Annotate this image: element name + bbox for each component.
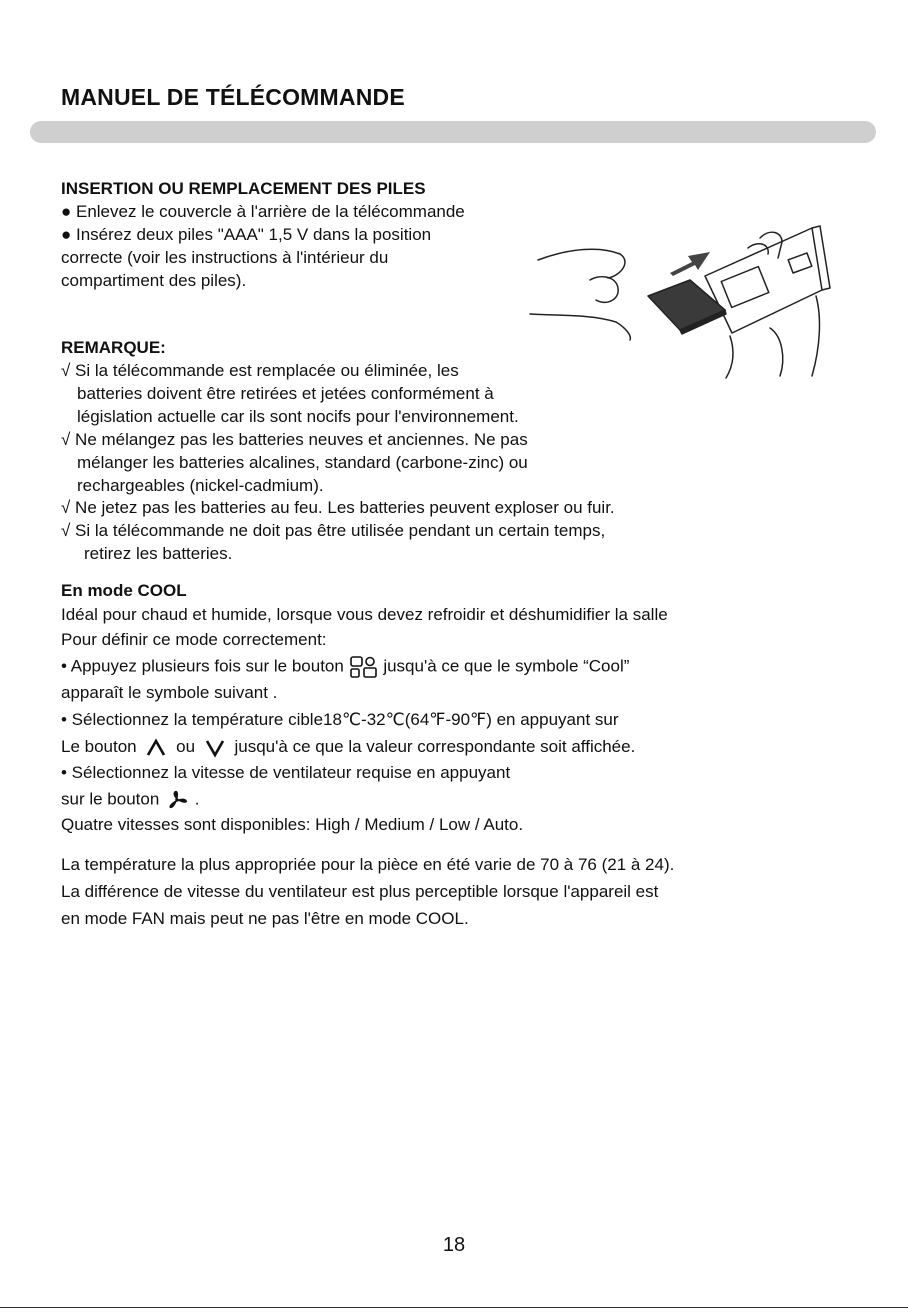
tips-line-1: La température la plus appropriée pour la pièce en été varie de 70 à 76 (21 à 24). — [61, 855, 675, 874]
cool-line-1: Idéal pour chaud et humide, lorsque vous devez refroidir et déshumidifier la salle — [61, 605, 668, 624]
page-number: 18 — [442, 1234, 466, 1256]
page-title: MANUEL DE TÉLÉCOMMANDE — [61, 84, 405, 110]
battery-line-3: correcte (voir les instructions à l'intérieur du — [61, 248, 389, 267]
note-line-5: mélanger les batteries alcalines, standard (carbone-zinc) ou — [77, 453, 528, 472]
cool-line-5: • Sélectionnez la température cible18℃-32℃(64℉-90℉) en appuyant sur — [61, 710, 619, 729]
cool-line-9: Quatre vitesses sont disponibles: High / Medium / Low / Auto. — [61, 815, 524, 834]
up-arrow-icon — [141, 738, 171, 758]
cool-line-2: Pour définir ce mode correctement: — [61, 630, 327, 649]
note-line-3: législation actuelle car ils sont nocifs pour l'environnement. — [77, 407, 519, 426]
cool-line-3b: jusqu'à ce que le symbole “Cool” — [383, 656, 630, 676]
cool-line-6c: jusqu'à ce que la valeur correspondante soit affichée. — [234, 737, 636, 756]
cool-line-8 — [61, 788, 200, 812]
bottom-rule — [0, 1307, 908, 1308]
cool-line-3 — [61, 655, 629, 679]
fan-icon — [164, 788, 190, 812]
note-line-1: √ Si la télécommande est remplacée ou éliminée, les — [61, 361, 459, 380]
cool-line-6 — [61, 736, 635, 758]
mode-icon — [349, 655, 379, 679]
note-line-6: rechargeables (nickel-cadmium). — [77, 476, 324, 495]
tips-line-2: La différence de vitesse du ventilateur est plus perceptible lorsque l'appareil est — [61, 882, 659, 901]
note-line-7: √ Ne jetez pas les batteries au feu. Les batteries peuvent exploser ou fuir. — [61, 498, 615, 517]
note-line-9: retirez les batteries. — [84, 544, 233, 563]
cool-line-8b: . — [194, 789, 200, 809]
cool-line-6b: ou — [176, 737, 196, 756]
note-line-2: batteries doivent être retirées et jetées conformément à — [77, 384, 494, 403]
header-divider-bar — [30, 121, 876, 143]
note-line-8: √ Si la télécommande ne doit pas être utilisée pendant un certain temps, — [61, 521, 606, 540]
battery-line-2: ● Insérez deux piles "AAA" 1,5 V dans la position — [61, 225, 432, 244]
cool-line-7: • Sélectionnez la vitesse de ventilateur requise en appuyant — [61, 763, 511, 782]
note-line-4: √ Ne mélangez pas les batteries neuves et anciennes. Ne pas — [61, 430, 528, 449]
battery-line-4: compartiment des piles). — [61, 271, 247, 290]
cool-line-4: apparaît le symbole suivant . — [61, 683, 278, 702]
down-arrow-icon — [200, 738, 230, 758]
battery-heading: INSERTION OU REMPLACEMENT DES PILES — [61, 179, 426, 198]
remote-battery-illustration — [520, 218, 840, 383]
tips-line-3: en mode FAN mais peut ne pas l'être en mode COOL. — [61, 909, 469, 928]
battery-line-1: ● Enlevez le couvercle à l'arrière de la télécommande — [61, 202, 465, 221]
cool-heading: En mode COOL — [61, 581, 187, 600]
cool-line-6a: Le bouton — [61, 737, 137, 756]
note-heading: REMARQUE: — [61, 338, 166, 357]
cool-line-3a: • Appuyez plusieurs fois sur le bouton — [61, 656, 344, 676]
cool-line-8a: sur le bouton — [61, 789, 160, 809]
